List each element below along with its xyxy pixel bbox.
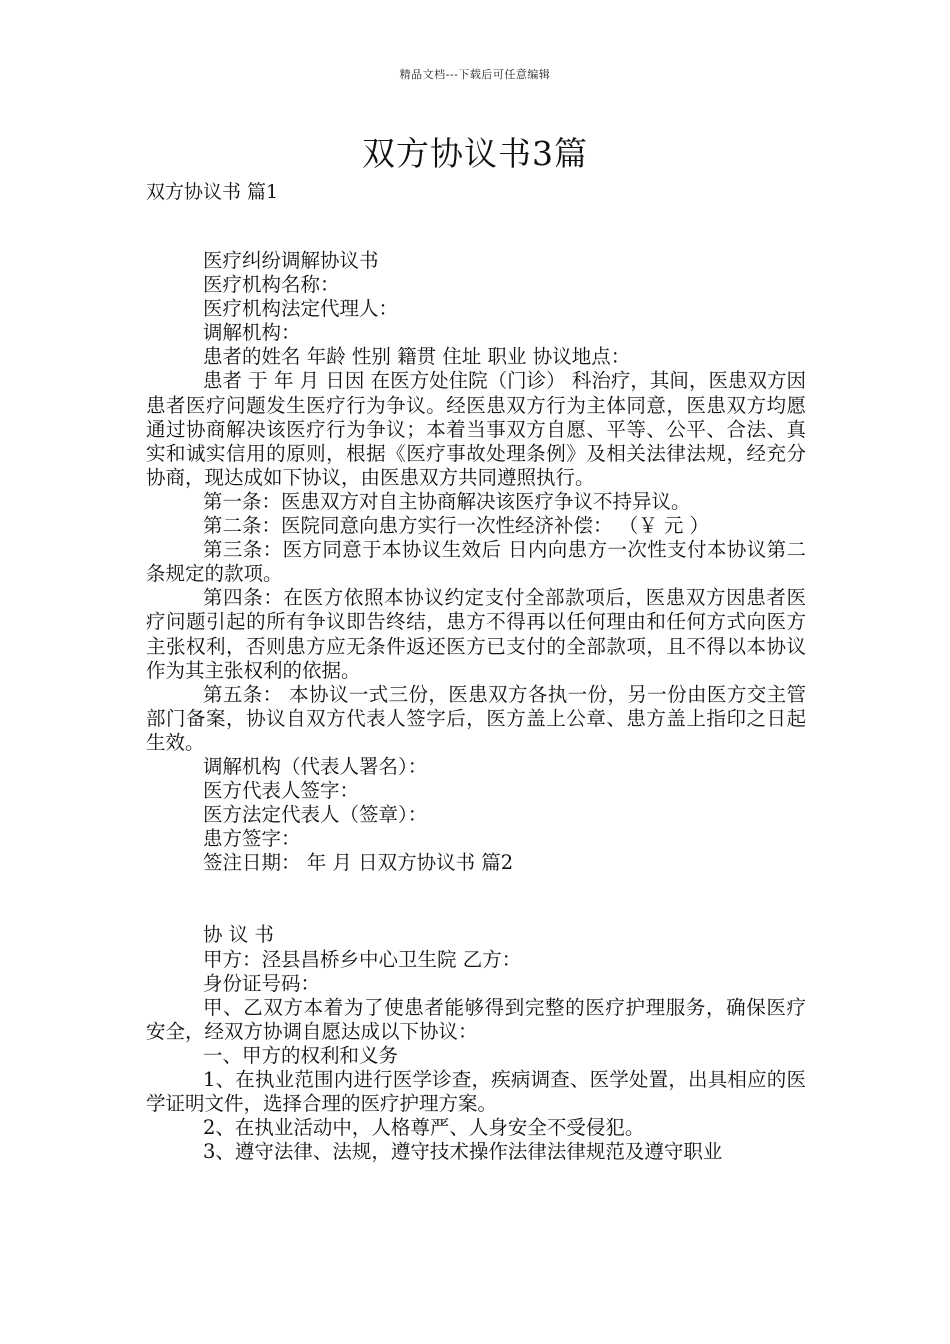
paragraph: 第二条：医院同意向患方实行一次性经济补偿： （￥ 元 ） [203,514,710,538]
paragraph: 患方签字： [203,827,301,851]
paragraph: 第五条： 本协议一式三份，医患双方各执一份，另一份由医方交主管部门备案，协议自双方代表人签字后，医方盖上公章、患方盖上指印之日起生效。 [146,682,806,754]
paragraph: 患者 于 年 月 日因 在医方处住院（门诊） 科治疗，其间，医患双方因患者医疗问题发生医疗行为争议。经医患双方行为主体同意，医患双方均愿通过协商解决该医疗行为争议；本着当事双方自愿、平等、公平、合法、真实和诚实信用的原则，根据《医疗事故处理条例》及相关法律法规，经充分协商，现达成如下协议，由医患双方共同遵照执行。 [146,369,806,489]
paragraph: 医疗机构法定代理人： [203,297,399,321]
paragraph: 协 议 书 [203,923,274,947]
paragraph: 2、在执业活动中，人格尊严、人身安全不受侵犯。 [203,1116,645,1140]
paragraph: 身份证号码： [203,971,321,995]
document-body [146,249,806,1164]
paragraph: 签注日期： 年 月 日双方协议书 篇2 [203,851,514,875]
paragraph: 第一条：医患双方对自主协商解决该医疗争议不持异议。 [203,489,691,513]
section-1-heading: 双方协议书 篇1 [146,181,279,203]
paragraph: 3、遵守法律、法规，遵守技术操作法律法律规范及遵守职业 [203,1140,723,1164]
header-note: 精品文档---下载后可任意编辑 [399,68,551,81]
paragraph: 甲方：泾县昌桥乡中心卫生院 乙方： [203,947,522,971]
paragraph: 第三条：医方同意于本协议生效后 日内向患方一次性支付本协议第二条规定的款项。 [146,538,806,586]
paragraph: 一、甲方的权利和义务 [203,1043,399,1067]
paragraph: 医方法定代表人（签章）： [203,803,428,827]
document-title: 双方协议书3篇 [362,134,588,173]
paragraph: 甲、乙双方本着为了使患者能够得到完整的医疗护理服务，确保医疗安全，经双方协调自愿达成以下协议： [146,995,806,1043]
paragraph: 调解机构： [203,321,301,345]
paragraph: 调解机构（代表人署名）： [203,754,428,778]
paragraph: 医疗机构名称： [203,273,340,297]
paragraph: 患者的姓名 年龄 性别 籍贯 住址 职业 协议地点： [203,345,631,369]
paragraph: 第四条：在医方依照本协议约定支付全部款项后，医患双方因患者医疗问题引起的所有争议即告终结，患方不得再以任何理由和任何方式向医方主张权利，否则患方应无条件返还医方已支付的全部款项，且不得以本协议作为其主张权利的依据。 [146,586,806,682]
paragraph: 医疗纠纷调解协议书 [203,249,379,272]
paragraph: 医方代表人签字： [203,779,360,803]
section-gap [146,875,806,923]
paragraph: 1、在执业范围内进行医学诊查，疾病调查、医学处置，出具相应的医学证明文件，选择合理的医疗护理方案。 [146,1068,806,1116]
